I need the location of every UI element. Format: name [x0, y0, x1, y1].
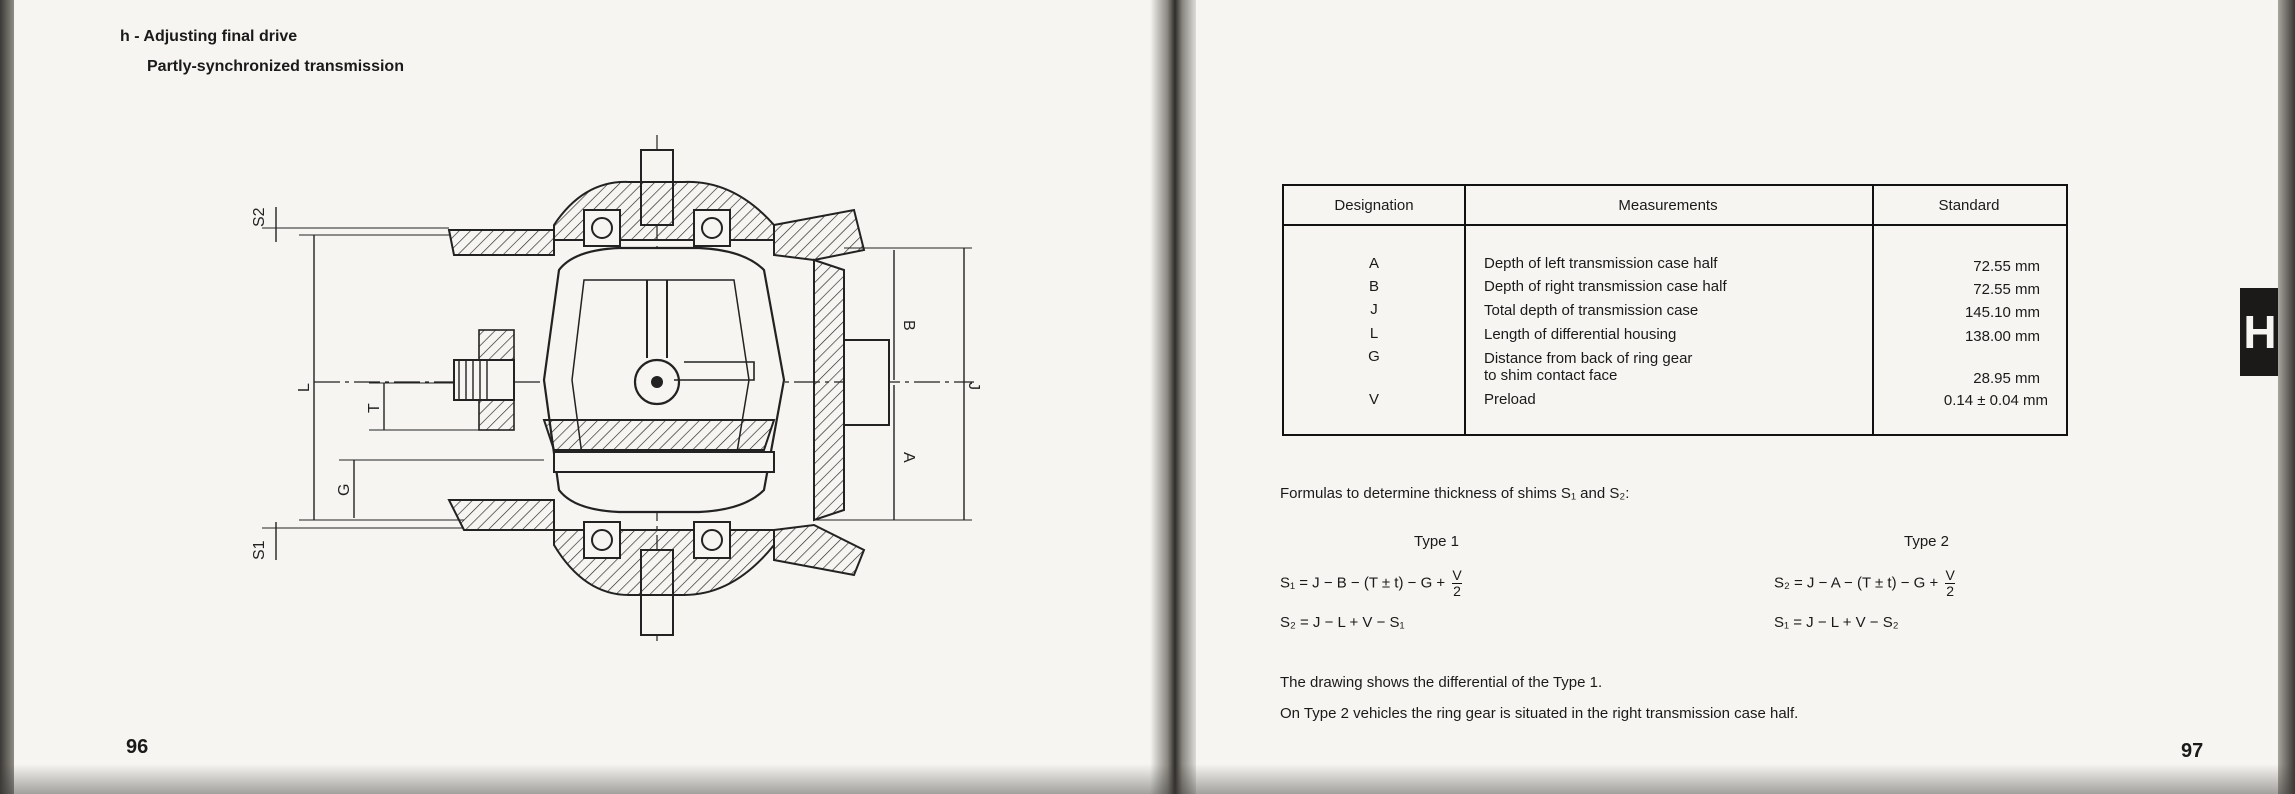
table-cell-standard: 138.00 mm — [1964, 328, 2040, 345]
page-heading: h - Adjusting final drive — [120, 28, 298, 45]
table-cell-measurement: Depth of right transmission case half — [1484, 278, 1727, 295]
formulas-intro: Formulas to determine thickness of shims S₁ and S₂: — [1280, 485, 1630, 502]
table-cell-designation: J — [1370, 301, 1378, 318]
type1-formula-1 — [1280, 568, 1462, 599]
measurements-table — [1282, 184, 2068, 436]
table-cell-standard: 145.10 mm — [1964, 304, 2040, 321]
table-header-designation: Designation — [1334, 197, 1414, 214]
right-page — [1196, 0, 2281, 794]
type2-label: Type 2 — [1904, 533, 1950, 550]
label-g: G — [336, 483, 353, 496]
table-cell-standard: 72.55 mm — [1973, 281, 2040, 298]
label-j: J — [965, 382, 982, 390]
type1-formula-2: S₂ = J − L + V − S₁ — [1280, 614, 1405, 631]
label-a: A — [900, 452, 917, 463]
label-t: T — [366, 403, 383, 413]
table-header-rule — [1284, 224, 2066, 226]
table-cell-measurement: Preload — [1484, 391, 1536, 408]
fraction-denominator: 2 — [1946, 583, 1955, 599]
fraction-numerator: V — [1452, 567, 1462, 583]
page-number-right: 97 — [2181, 740, 2204, 762]
type2-formula-1-text: S₂ = J − A − (T ± t) − G + — [1774, 574, 1939, 592]
table-cell-measurement-continued: to shim contact face — [1484, 367, 1618, 384]
table-cell-standard: 72.55 mm — [1973, 258, 2040, 275]
section-tab: H — [2240, 288, 2280, 376]
page-number-left: 96 — [126, 736, 149, 758]
label-s2: S2 — [251, 207, 268, 227]
fraction-v-over-2 — [1452, 568, 1461, 599]
label-l: L — [296, 383, 313, 392]
note-drawing-type: The drawing shows the differential of the Type 1. — [1280, 674, 1603, 691]
table-cell-standard: 28.95 mm — [1973, 370, 2040, 387]
type2-formula-2: S₁ = J − L + V − S₂ — [1774, 614, 1899, 631]
page-bottom-shadow — [0, 764, 2295, 794]
table-cell-designation: B — [1368, 278, 1379, 295]
differential-drawing — [251, 130, 982, 650]
type1-formula-1-text: S₁ = J − B − (T ± t) − G + — [1280, 574, 1446, 592]
book-gutter — [1150, 0, 1200, 794]
table-cell-measurement: Depth of left transmission case half — [1484, 255, 1718, 272]
fraction-v-over-2 — [1945, 568, 1954, 599]
table-cell-designation: L — [1369, 325, 1379, 342]
table-header-standard: Standard — [1938, 197, 2000, 214]
fraction-denominator: 2 — [1453, 583, 1461, 599]
page-subheading: Partly-synchronized transmission — [147, 58, 404, 75]
table-cell-designation: A — [1368, 255, 1379, 272]
table-cell-measurement: Total depth of transmission case — [1484, 302, 1699, 319]
table-header-measurements: Measurements — [1618, 197, 1718, 214]
table-cell-designation: G — [1368, 348, 1380, 365]
label-s1: S1 — [251, 540, 268, 560]
fraction-numerator: V — [1945, 567, 1955, 583]
table-cell-designation: V — [1368, 391, 1379, 408]
table-cell-measurement: Distance from back of ring gear — [1484, 350, 1693, 367]
table-cell-measurement: Length of differential housing — [1484, 326, 1677, 343]
label-b: B — [900, 320, 917, 331]
right-book-edge — [2278, 0, 2295, 794]
type2-formula-1 — [1774, 568, 1955, 599]
note-ring-gear: On Type 2 vehicles the ring gear is situated in the right transmission case half. — [1280, 705, 1799, 722]
table-cell-standard: 0.14 ± 0.04 mm — [1943, 392, 2048, 409]
left-page — [14, 0, 1154, 794]
type1-label: Type 1 — [1414, 533, 1460, 550]
